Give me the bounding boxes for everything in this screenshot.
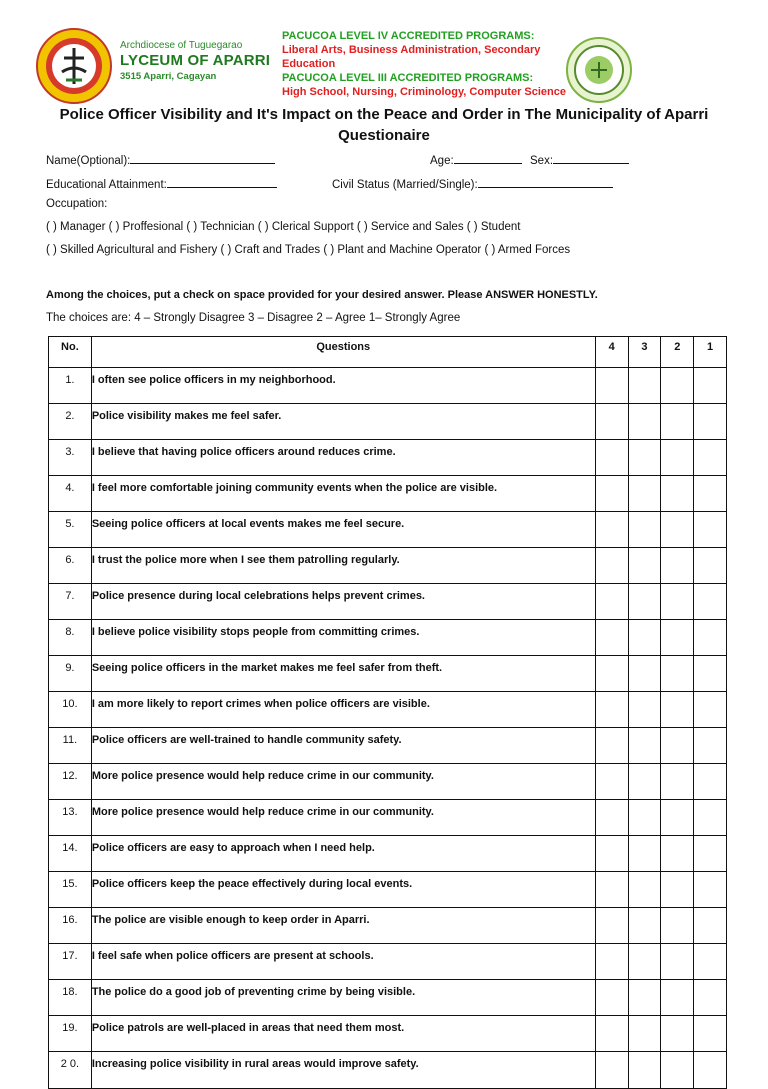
answer-cell-4[interactable] [595,836,628,872]
answer-cell-1[interactable] [694,476,727,512]
answer-cell-4[interactable] [595,1016,628,1052]
answer-cell-4[interactable] [595,908,628,944]
questionnaire-table [48,336,727,1089]
age-label: Age: [430,155,454,167]
answer-cell-4[interactable] [595,692,628,728]
answer-cell-4[interactable] [595,512,628,548]
answer-cell-3[interactable] [628,476,661,512]
education-field[interactable] [46,176,277,191]
answer-cell-4[interactable] [595,656,628,692]
question-text: Seeing police officers in the market makes me feel safer from theft. [91,656,595,692]
answer-cell-2[interactable] [661,1016,694,1052]
answer-cell-3[interactable] [628,1052,661,1089]
answer-cell-3[interactable] [628,800,661,836]
answer-cell-4[interactable] [595,404,628,440]
question-number: 10. [49,692,92,728]
question-number: 7. [49,584,92,620]
answer-cell-3[interactable] [628,764,661,800]
answer-cell-1[interactable] [694,404,727,440]
table-row [49,584,727,620]
table-row [49,404,727,440]
question-text: The police are visible enough to keep order in Aparri. [91,908,595,944]
answer-cell-2[interactable] [661,908,694,944]
answer-cell-1[interactable] [694,512,727,548]
age-blank[interactable] [454,152,522,164]
answer-cell-3[interactable] [628,872,661,908]
answer-cell-4[interactable] [595,476,628,512]
answer-cell-2[interactable] [661,872,694,908]
answer-cell-2[interactable] [661,800,694,836]
answer-cell-1[interactable] [694,764,727,800]
civil-status-blank[interactable] [478,176,613,188]
answer-cell-4[interactable] [595,944,628,980]
name-label: Name(Optional): [46,155,131,167]
question-number: 6. [49,548,92,584]
answer-cell-1[interactable] [694,440,727,476]
archdiocese-text: Archdiocese of Tuguegarao [120,40,243,51]
question-number: 1. [49,368,92,404]
table-row [49,476,727,512]
name-field[interactable] [46,152,275,167]
level-iv-heading: PACUCOA LEVEL IV ACCREDITED PROGRAMS: [282,30,535,42]
school-name: LYCEUM OF APARRI [120,52,271,69]
question-number: 5. [49,512,92,548]
answer-cell-3[interactable] [628,656,661,692]
answer-cell-3[interactable] [628,548,661,584]
answer-cell-2[interactable] [661,728,694,764]
question-number: 16. [49,908,92,944]
answer-cell-1[interactable] [694,1052,727,1089]
answer-cell-4[interactable] [595,764,628,800]
education-label: Educational Attainment: [46,179,167,191]
question-number: 9. [49,656,92,692]
answer-cell-3[interactable] [628,944,661,980]
answer-cell-2[interactable] [661,368,694,404]
level-iii-heading: PACUCOA LEVEL III ACCREDITED PROGRAMS: [282,72,534,84]
lyceum-seal-logo [36,28,112,104]
answer-cell-4[interactable] [595,584,628,620]
answer-cell-1[interactable] [694,548,727,584]
table-header-row [49,337,727,368]
table-row [49,1052,727,1089]
question-text: More police presence would help reduce crime in our community. [91,800,595,836]
occupation-options-row-2[interactable]: ( ) Skilled Agricultural and Fishery ( ) Craft and Trades ( ) Plant and Machine Operator ( ) Armed Forces [46,244,571,256]
question-text: Police officers are well-trained to handle community safety. [91,728,595,764]
instructions-text: Among the choices, put a check on space provided for your desired answer. Please ANSWER HONESTLY. [46,289,598,301]
answer-cell-1[interactable] [694,728,727,764]
answer-cell-3[interactable] [628,440,661,476]
sex-field[interactable] [530,152,629,167]
answer-cell-4[interactable] [595,800,628,836]
question-number: 2. [49,404,92,440]
table-row [49,656,727,692]
answer-cell-2[interactable] [661,440,694,476]
answer-cell-4[interactable] [595,440,628,476]
education-blank[interactable] [167,176,277,188]
answer-cell-1[interactable] [694,656,727,692]
question-number: 17. [49,944,92,980]
table-row [49,980,727,1016]
question-text: Seeing police officers at local events makes me feel secure. [91,512,595,548]
answer-cell-4[interactable] [595,548,628,584]
question-text: I am more likely to report crimes when police officers are visible. [91,692,595,728]
sex-blank[interactable] [553,152,629,164]
question-text: Police officers keep the peace effectively during local events. [91,872,595,908]
question-number: 2 0. [49,1052,92,1089]
header-2: 2 [661,337,694,368]
table-row [49,800,727,836]
question-number: 13. [49,800,92,836]
answer-cell-1[interactable] [694,836,727,872]
table-row [49,836,727,872]
question-text: Increasing police visibility in rural areas would improve safety. [91,1052,595,1089]
answer-cell-1[interactable] [694,800,727,836]
occupation-label: Occupation: [46,198,108,210]
answer-cell-2[interactable] [661,656,694,692]
answer-cell-1[interactable] [694,620,727,656]
answer-cell-4[interactable] [595,620,628,656]
answer-cell-2[interactable] [661,764,694,800]
question-number: 18. [49,980,92,1016]
question-text: Police patrols are well-placed in areas that need them most. [91,1016,595,1052]
table-row [49,548,727,584]
age-field[interactable] [430,152,522,167]
answer-cell-2[interactable] [661,404,694,440]
answer-cell-1[interactable] [694,908,727,944]
table-row [49,1016,727,1052]
answer-cell-1[interactable] [694,872,727,908]
header-questions: Questions [91,337,595,368]
header-1: 1 [694,337,727,368]
answer-cell-4[interactable] [595,980,628,1016]
table-row [49,440,727,476]
answer-cell-3[interactable] [628,728,661,764]
answer-cell-1[interactable] [694,1016,727,1052]
question-text: More police presence would help reduce crime in our community. [91,764,595,800]
answer-cell-2[interactable] [661,620,694,656]
answer-cell-4[interactable] [595,728,628,764]
header-no: No. [49,337,92,368]
school-address: 3515 Aparri, Cagayan [120,71,217,82]
question-text: The police do a good job of preventing crime by being visible. [91,980,595,1016]
accreditation-block [282,29,567,99]
answer-cell-2[interactable] [661,548,694,584]
question-text: I believe that having police officers around reduces crime. [91,440,595,476]
answer-cell-2[interactable] [661,944,694,980]
answer-cell-1[interactable] [694,584,727,620]
occupation-options-row-1[interactable]: ( ) Manager ( ) Proffesional ( ) Technician ( ) Clerical Support ( ) Service and Sales ( ) Student [46,221,521,233]
name-blank[interactable] [130,152,275,164]
question-text: I trust the police more when I see them patrolling regularly. [91,548,595,584]
question-text: I believe police visibility stops people from committing crimes. [91,620,595,656]
question-number: 8. [49,620,92,656]
table-row [49,368,727,404]
table-row [49,764,727,800]
question-number: 11. [49,728,92,764]
question-text: I feel safe when police officers are present at schools. [91,944,595,980]
question-text: I often see police officers in my neighborhood. [91,368,595,404]
choices-legend: The choices are: 4 – Strongly Disagree 3 – Disagree 2 – Agree 1– Strongly Agree [46,312,461,324]
answer-cell-3[interactable] [628,584,661,620]
answer-cell-2[interactable] [661,836,694,872]
table-row [49,944,727,980]
answer-cell-3[interactable] [628,1016,661,1052]
civil-status-field[interactable] [332,176,613,191]
question-text: I feel more comfortable joining community events when the police are visible. [91,476,595,512]
answer-cell-1[interactable] [694,692,727,728]
answer-cell-1[interactable] [694,368,727,404]
answer-cell-1[interactable] [694,980,727,1016]
table-body [49,368,727,1089]
answer-cell-4[interactable] [595,1052,628,1089]
answer-cell-3[interactable] [628,980,661,1016]
question-number: 4. [49,476,92,512]
question-number: 19. [49,1016,92,1052]
header-4: 4 [595,337,628,368]
question-text: Police visibility makes me feel safer. [91,404,595,440]
question-text: Police presence during local celebrations helps prevent crimes. [91,584,595,620]
answer-cell-2[interactable] [661,692,694,728]
level-iii-programs: High School, Nursing, Criminology, Computer Science [282,86,566,98]
answer-cell-2[interactable] [661,512,694,548]
question-text: Police officers are easy to approach when I need help. [91,836,595,872]
answer-cell-4[interactable] [595,368,628,404]
school-identity [120,40,270,82]
table-row [49,512,727,548]
level-iv-programs: Liberal Arts, Business Administration, Secondary Education [282,44,541,70]
answer-cell-3[interactable] [628,836,661,872]
answer-cell-1[interactable] [694,944,727,980]
answer-cell-3[interactable] [628,620,661,656]
answer-cell-2[interactable] [661,1052,694,1089]
answer-cell-2[interactable] [661,584,694,620]
answer-cell-3[interactable] [628,404,661,440]
sex-label: Sex: [530,155,554,167]
question-number: 3. [49,440,92,476]
answer-cell-2[interactable] [661,476,694,512]
answer-cell-3[interactable] [628,368,661,404]
table-row [49,692,727,728]
answer-cell-3[interactable] [628,692,661,728]
civil-status-label: Civil Status (Married/Single): [332,179,478,191]
page-title: Police Officer Visibility and It's Impact on the Peace and Order in The Municipality of Aparri Questionaire [59,106,709,144]
table-row [49,728,727,764]
question-number: 12. [49,764,92,800]
answer-cell-3[interactable] [628,512,661,548]
table-row [49,620,727,656]
table-row [49,872,727,908]
answer-cell-4[interactable] [595,872,628,908]
answer-cell-2[interactable] [661,980,694,1016]
question-number: 15. [49,872,92,908]
pacucoa-seal-logo [566,37,632,103]
answer-cell-3[interactable] [628,908,661,944]
table-row [49,908,727,944]
header-3: 3 [628,337,661,368]
question-number: 14. [49,836,92,872]
